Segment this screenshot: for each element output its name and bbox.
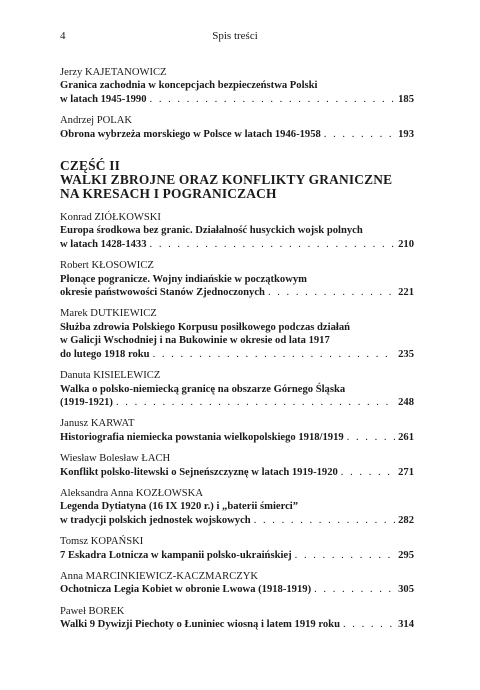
toc-entry[interactable] xyxy=(60,259,414,299)
entry-author: Konrad ZIÓŁKOWSKI xyxy=(60,212,161,224)
entry-author: Marek DUTKIEWICZ xyxy=(60,308,157,320)
entry-author: Anna MARCINKIEWICZ-KACZMARCZYK xyxy=(60,570,259,582)
toc-entry[interactable] xyxy=(60,452,414,479)
entry-page-number: 314 xyxy=(398,619,414,631)
toc-entry[interactable] xyxy=(60,369,414,409)
entry-last-line xyxy=(60,618,414,631)
dot-leader xyxy=(343,618,395,631)
entry-page-number: 210 xyxy=(398,238,414,250)
dot-leader xyxy=(347,431,395,444)
dot-leader xyxy=(150,93,396,106)
entry-title-line: 7 Eskadra Lotnicza w kampanii polsko-ukraińskiej xyxy=(60,549,292,561)
running-title: Spis treści xyxy=(212,30,258,42)
entry-last-line xyxy=(60,286,414,299)
dot-leader xyxy=(116,396,395,409)
entry-title-line: Ochotnicza Legia Kobiet w obronie Lwowa (1918-1919) xyxy=(60,584,312,596)
entry-last-line xyxy=(60,466,414,479)
entry-title-line: Konflikt polsko-litewski o Sejneńszczyznę w latach 1919-1920 xyxy=(60,466,338,478)
dot-leader xyxy=(153,348,396,361)
entry-author: Danuta KISIELEWICZ xyxy=(60,370,161,382)
entry-author: Jerzy KAJETANOWICZ xyxy=(60,67,167,78)
entry-page-number: 235 xyxy=(398,348,414,360)
toc-entry[interactable] xyxy=(60,417,414,444)
entry-page-number: 271 xyxy=(398,466,414,478)
entry-page-number: 295 xyxy=(398,549,414,561)
entry-author: Paweł BOREK xyxy=(60,605,125,617)
toc-entry[interactable] xyxy=(60,114,414,141)
dot-leader xyxy=(254,514,395,527)
entry-title-line: Historiografia niemiecka powstania wielkopolskiego 1918/1919 xyxy=(60,431,344,443)
toc-entry[interactable] xyxy=(60,307,414,361)
dot-leader xyxy=(268,286,395,299)
dot-leader xyxy=(295,549,395,562)
part-heading-line: WALKI ZBROJNE ORAZ KONFLIKTY GRANICZNE xyxy=(60,172,393,188)
entry-last-line xyxy=(60,93,414,106)
entry-author: Andrzej POLAK xyxy=(60,115,133,127)
entry-title-line: Służba zdrowia Polskiego Korpusu posiłkowego podczas działań xyxy=(60,321,351,333)
entry-title-line: w tradycji polskich jednostek wojskowych xyxy=(60,514,251,526)
entry-author: Aleksandra Anna KOZŁOWSKA xyxy=(60,487,203,499)
entry-author: Tomsz KOPAŃSKI xyxy=(60,536,144,548)
entry-author: Robert KŁOSOWICZ xyxy=(60,260,154,272)
entry-title-line: Walka o polsko-niemiecką granicę na obszarze Górnego Śląska xyxy=(60,383,346,395)
entry-title-line: okresie państwowości Stanów Zjednoczonych xyxy=(60,287,265,299)
entry-page-number: 221 xyxy=(398,287,414,299)
entry-title-line: do lutego 1918 roku xyxy=(60,348,150,360)
entry-page-number: 282 xyxy=(398,514,414,526)
entry-page-number: 305 xyxy=(398,584,414,596)
page-header xyxy=(60,30,410,44)
entry-title-line: (1919-1921) xyxy=(60,396,113,408)
entry-page-number: 185 xyxy=(398,93,414,105)
entry-title-line: w latach 1428-1433 xyxy=(60,238,147,250)
toc-entry[interactable] xyxy=(60,535,414,562)
entry-page-number: 248 xyxy=(398,396,414,408)
entry-title-line: Walki 9 Dywizji Piechoty o Łuniniec wiosną i latem 1919 roku xyxy=(60,619,340,631)
part-heading-line: NA KRESACH I POGRANICZACH xyxy=(60,186,277,202)
toc-entry[interactable] xyxy=(60,66,414,106)
entry-title-line: Obrona wybrzeża morskiego w Polsce w latach 1946-1958 xyxy=(60,128,321,140)
toc-entry[interactable] xyxy=(60,605,414,632)
part-heading xyxy=(60,159,414,201)
toc-entries-part-1 xyxy=(60,66,414,141)
entry-title-line: Legenda Dytiatyna (16 IX 1920 r.) i „baterii śmierci” xyxy=(60,501,299,513)
entry-last-line xyxy=(60,549,414,562)
entry-last-line xyxy=(60,514,414,527)
toc-entry[interactable] xyxy=(60,487,414,527)
entry-title-line: Europa środkowa bez granic. Działalność husyckich wojsk polnych xyxy=(60,225,363,237)
entry-last-line xyxy=(60,431,414,444)
entry-last-line xyxy=(60,348,414,361)
dot-leader xyxy=(314,583,395,596)
entry-title-line: Granica zachodnia w koncepcjach bezpieczeństwa Polski xyxy=(60,80,318,92)
toc-entry[interactable] xyxy=(60,211,414,251)
dot-leader xyxy=(341,466,395,479)
table-of-contents xyxy=(60,66,414,640)
entry-title-line: Płonące pogranicze. Wojny indiańskie w początkowym xyxy=(60,273,307,285)
entry-author: Janusz KARWAT xyxy=(60,418,135,430)
part-heading-line: CZĘŚĆ II xyxy=(60,158,121,174)
toc-entry[interactable] xyxy=(60,570,414,597)
entry-title-line: w Galicji Wschodniej i na Bukowinie w okresie od lata 1917 xyxy=(60,335,330,347)
entry-last-line xyxy=(60,128,414,141)
entry-title-line: w latach 1945-1990 xyxy=(60,93,147,105)
entry-page-number: 193 xyxy=(398,128,414,140)
dot-leader xyxy=(324,128,395,141)
dot-leader xyxy=(150,238,396,251)
entry-author: Wiesław Bolesław ŁACH xyxy=(60,453,171,465)
page-number: 4 xyxy=(60,30,66,42)
entry-last-line xyxy=(60,583,414,596)
entry-last-line xyxy=(60,238,414,251)
entry-page-number: 261 xyxy=(398,431,414,443)
toc-entries-part-2 xyxy=(60,211,414,632)
entry-last-line xyxy=(60,396,414,409)
